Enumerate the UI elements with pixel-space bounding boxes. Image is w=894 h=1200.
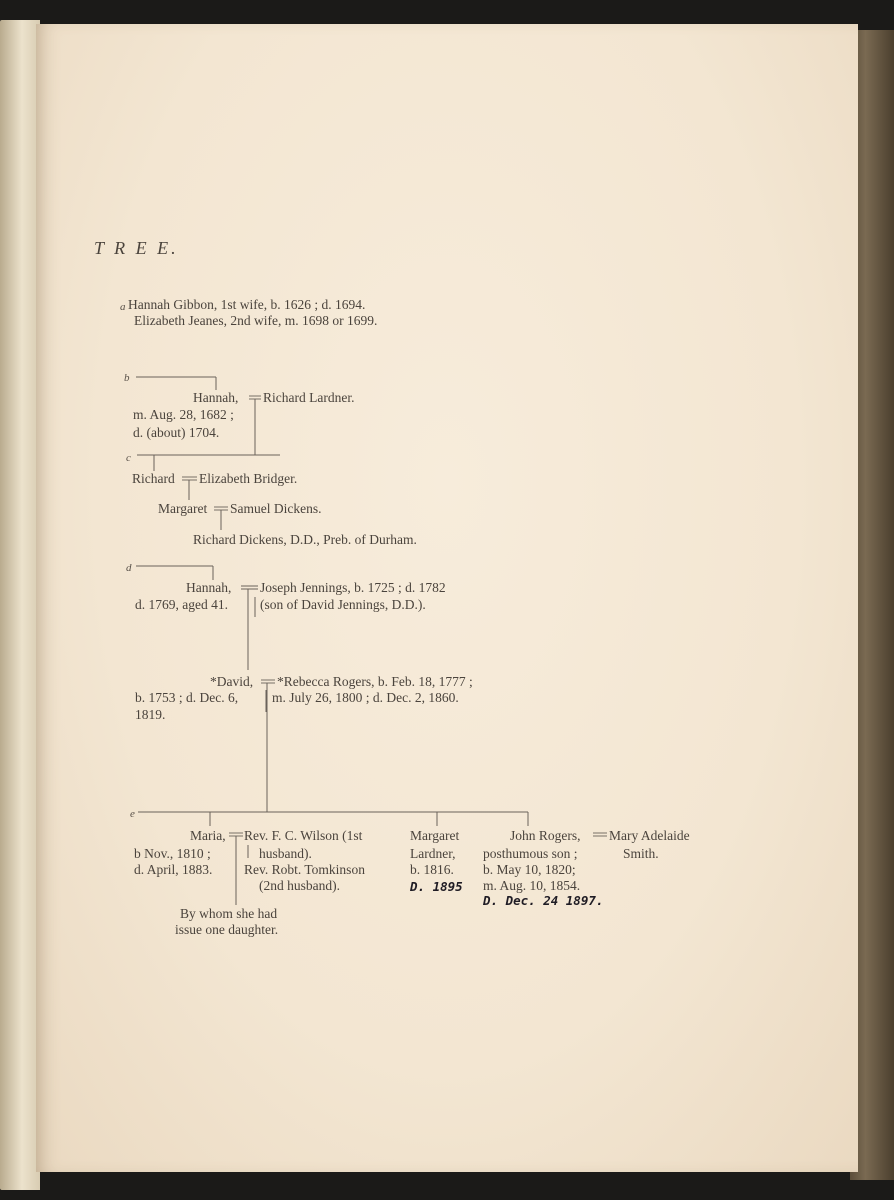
husband-wilson: Rev. F. C. Wilson (1st — [244, 828, 363, 843]
spouse-note-jennings: (son of David Jennings, D.D.). — [260, 597, 426, 612]
issue-note-1: By whom she had — [180, 906, 278, 921]
generation-marker-e: e — [130, 808, 135, 820]
spouse-richard-lardner: Richard Lardner. — [263, 390, 355, 405]
death-date-b: d. (about) 1704. — [133, 425, 220, 440]
person-maria: Maria, — [190, 828, 226, 843]
person-john-rogers: John Rogers, — [510, 828, 581, 843]
spouse-smith: Smith. — [623, 846, 659, 861]
david-dates: b. 1753 ; d. Dec. 6, — [135, 690, 239, 705]
spouse-samuel-dickens: Samuel Dickens. — [230, 501, 322, 516]
person-richard-dickens: Richard Dickens, D.D., Preb. of Durham. — [193, 532, 417, 547]
marriage-date-d: m. July 26, 1800 ; d. Dec. 2, 1860. — [272, 690, 459, 705]
husband-tomkinson: Rev. Robt. Tomkinson — [244, 862, 365, 877]
page-title: T R E E. — [94, 238, 179, 258]
person-david: *David, — [210, 674, 254, 689]
person-hannah-d: Hannah, — [186, 580, 232, 595]
generation-marker-b: b — [124, 372, 130, 384]
spouse-elizabeth-bridger: Elizabeth Bridger. — [199, 471, 298, 486]
first-wife-entry: Hannah Gibbon, 1st wife, b. 1626 ; d. 1694. — [128, 297, 366, 312]
husband-wilson-note: husband). — [259, 846, 312, 861]
maria-death: d. April, 1883. — [134, 862, 213, 877]
generation-marker-a: a — [120, 301, 126, 313]
generation-marker-c: c — [126, 452, 131, 464]
margaret-birth: b. 1816. — [410, 862, 454, 877]
john-marriage: m. Aug. 10, 1854. — [483, 878, 581, 893]
handwritten-margaret-death: D. 1895 — [410, 879, 463, 894]
generation-marker-d: d — [126, 562, 132, 574]
second-wife-entry: Elizabeth Jeanes, 2nd wife, m. 1698 or 1699. — [134, 313, 378, 328]
john-birth: b. May 10, 1820; — [483, 862, 576, 877]
issue-note-2: issue one daughter. — [175, 922, 279, 937]
person-hannah-b: Hannah, — [193, 390, 239, 405]
death-date-hannah-d: d. 1769, aged 41. — [135, 597, 228, 612]
person-margaret-c: Margaret — [158, 501, 208, 516]
spouse-rebecca-rogers: *Rebecca Rogers, b. Feb. 18, 1777 ; — [277, 674, 473, 689]
handwritten-john-death: D. Dec. 24 1897. — [483, 893, 604, 908]
husband-tomkinson-note: (2nd husband). — [259, 878, 340, 893]
margaret-surname: Lardner, — [410, 846, 456, 861]
john-note: posthumous son ; — [483, 846, 578, 861]
marriage-date-b: m. Aug. 28, 1682 ; — [133, 407, 234, 422]
spouse-joseph-jennings: Joseph Jennings, b. 1725 ; d. 1782 — [260, 580, 446, 595]
person-richard: Richard — [132, 471, 175, 486]
person-margaret-lardner: Margaret — [410, 828, 460, 843]
spouse-mary-adelaide: Mary Adelaide — [609, 828, 690, 843]
david-death-year: 1819. — [135, 707, 166, 722]
maria-birth: b Nov., 1810 ; — [134, 846, 211, 861]
